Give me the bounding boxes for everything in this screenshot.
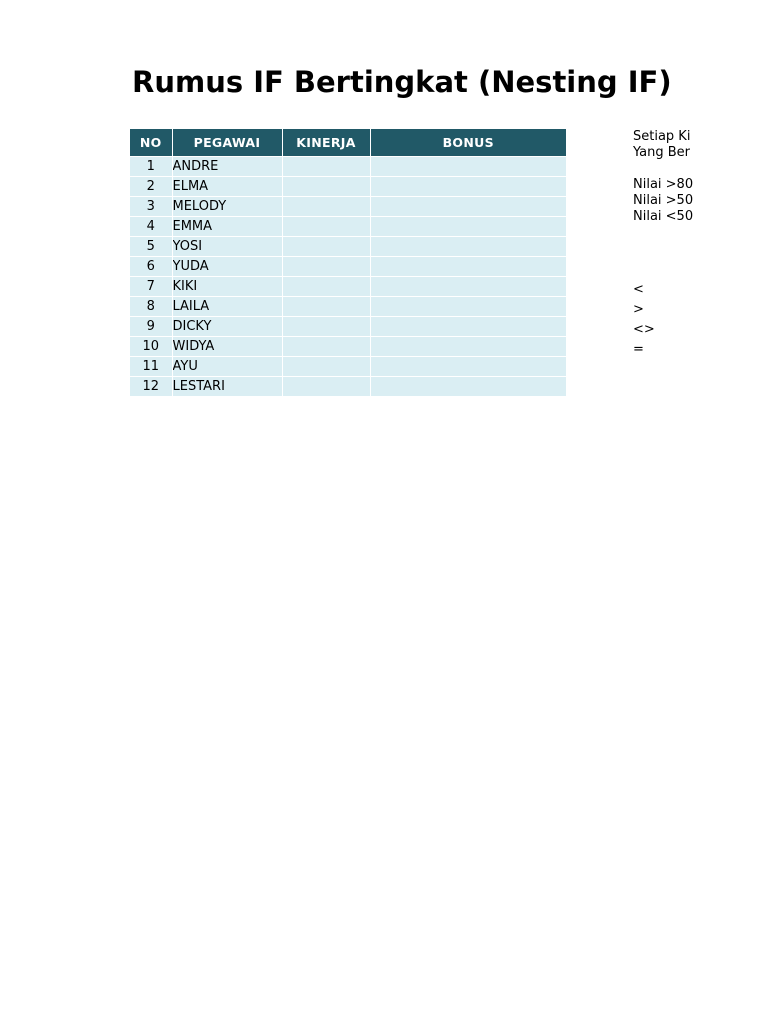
- cell-pegawai[interactable]: LESTARI: [172, 377, 282, 397]
- cell-bonus[interactable]: [370, 177, 566, 197]
- cell-no[interactable]: 6: [130, 257, 172, 277]
- cell-kinerja[interactable]: [282, 157, 370, 177]
- operator-equal: =: [633, 342, 644, 357]
- cell-bonus[interactable]: [370, 277, 566, 297]
- cell-kinerja[interactable]: [282, 237, 370, 257]
- cell-pegawai[interactable]: EMMA: [172, 217, 282, 237]
- cell-kinerja[interactable]: [282, 277, 370, 297]
- cell-pegawai[interactable]: ELMA: [172, 177, 282, 197]
- cell-pegawai[interactable]: LAILA: [172, 297, 282, 317]
- table-header-row: [130, 129, 566, 157]
- table-row: [130, 257, 566, 277]
- note-spacer: [633, 161, 698, 177]
- cell-pegawai[interactable]: KIKI: [172, 277, 282, 297]
- table-row: [130, 297, 566, 317]
- cell-bonus[interactable]: [370, 257, 566, 277]
- cell-kinerja[interactable]: [282, 197, 370, 217]
- cell-kinerja[interactable]: [282, 317, 370, 337]
- operator-less-than: <: [633, 282, 644, 297]
- operator-not-equal: <>: [633, 322, 655, 337]
- cell-bonus[interactable]: [370, 197, 566, 217]
- note-line-2: Yang Ber: [633, 145, 691, 160]
- cell-pegawai[interactable]: DICKY: [172, 317, 282, 337]
- rule-line-1: Nilai >80: [633, 177, 694, 192]
- cell-bonus[interactable]: [370, 337, 566, 357]
- cell-no[interactable]: 12: [130, 377, 172, 397]
- cell-bonus[interactable]: [370, 237, 566, 257]
- cell-bonus[interactable]: [370, 297, 566, 317]
- cell-no[interactable]: 4: [130, 217, 172, 237]
- cell-no[interactable]: 1: [130, 157, 172, 177]
- cell-pegawai[interactable]: WIDYA: [172, 337, 282, 357]
- cell-kinerja[interactable]: [282, 177, 370, 197]
- table-row: [130, 337, 566, 357]
- table-row: [130, 217, 566, 237]
- cell-bonus[interactable]: [370, 377, 566, 397]
- table-row: [130, 317, 566, 337]
- cell-pegawai[interactable]: MELODY: [172, 197, 282, 217]
- cell-pegawai[interactable]: YUDA: [172, 257, 282, 277]
- cell-bonus[interactable]: [370, 357, 566, 377]
- page-title: Rumus IF Bertingkat (Nesting IF): [132, 65, 672, 99]
- cell-no[interactable]: 7: [130, 277, 172, 297]
- note-line-1: Setiap Ki: [633, 129, 691, 144]
- table-row: [130, 377, 566, 397]
- cell-no[interactable]: 9: [130, 317, 172, 337]
- header-no[interactable]: NO: [130, 129, 172, 157]
- operator-list: [633, 280, 698, 360]
- cell-no[interactable]: 10: [130, 337, 172, 357]
- cell-kinerja[interactable]: [282, 257, 370, 277]
- cell-kinerja[interactable]: [282, 377, 370, 397]
- cell-pegawai[interactable]: YOSI: [172, 237, 282, 257]
- cell-kinerja[interactable]: [282, 357, 370, 377]
- cell-no[interactable]: 5: [130, 237, 172, 257]
- cell-kinerja[interactable]: [282, 337, 370, 357]
- header-bonus[interactable]: BONUS: [370, 129, 566, 157]
- cell-no[interactable]: 11: [130, 357, 172, 377]
- table-row: [130, 277, 566, 297]
- cell-no[interactable]: 8: [130, 297, 172, 317]
- bonus-table: [130, 129, 566, 396]
- cell-pegawai[interactable]: ANDRE: [172, 157, 282, 177]
- cell-bonus[interactable]: [370, 217, 566, 237]
- table-row: [130, 157, 566, 177]
- rule-line-2: Nilai >50: [633, 193, 694, 208]
- table-row: [130, 357, 566, 377]
- header-pegawai[interactable]: PEGAWAI: [172, 129, 282, 157]
- operator-greater-than: >: [633, 302, 644, 317]
- cell-no[interactable]: 2: [130, 177, 172, 197]
- table-row: [130, 197, 566, 217]
- table-row: [130, 177, 566, 197]
- cell-kinerja[interactable]: [282, 217, 370, 237]
- header-kinerja[interactable]: KINERJA: [282, 129, 370, 157]
- cell-no[interactable]: 3: [130, 197, 172, 217]
- cell-kinerja[interactable]: [282, 297, 370, 317]
- cell-bonus[interactable]: [370, 157, 566, 177]
- cell-pegawai[interactable]: AYU: [172, 357, 282, 377]
- table-row: [130, 237, 566, 257]
- rule-line-3: Nilai <50: [633, 209, 694, 224]
- cell-bonus[interactable]: [370, 317, 566, 337]
- criteria-notes: [633, 129, 698, 225]
